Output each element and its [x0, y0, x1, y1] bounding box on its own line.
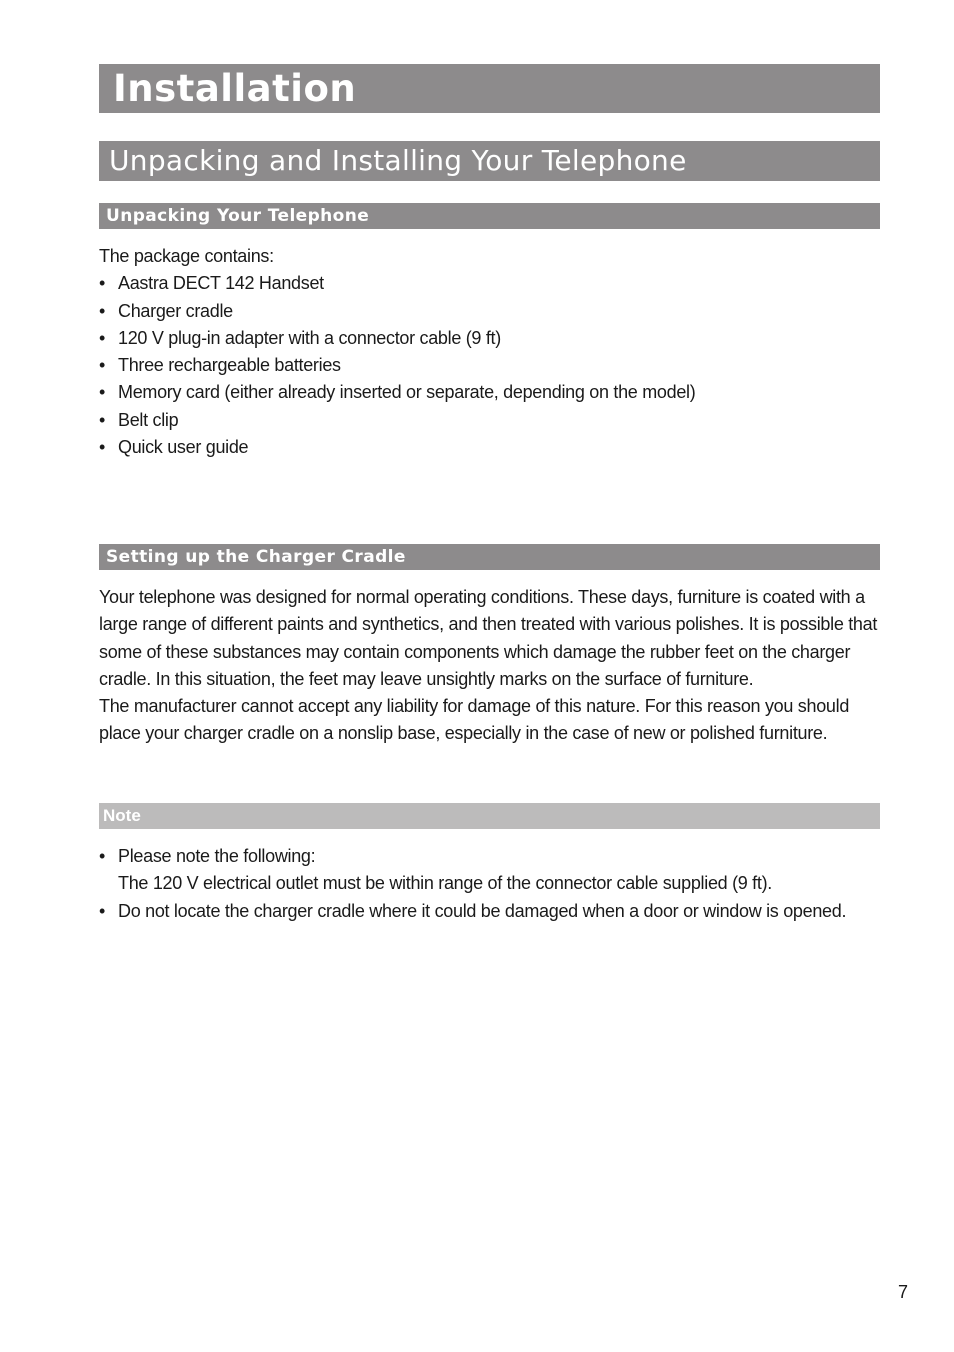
chapter-title: Installation — [113, 67, 357, 110]
note-line: Do not locate the charger cradle where it could be damaged when a door or window is opened. — [118, 900, 847, 921]
note-header — [99, 803, 880, 829]
unpacking-header — [99, 203, 880, 229]
charger-title: Setting up the Charger Cradle — [106, 547, 406, 567]
bullet-icon: • — [99, 846, 106, 866]
package-intro: The package contains: — [99, 246, 274, 266]
package-contents-list — [99, 270, 889, 461]
unpacking-content — [99, 243, 889, 461]
bullet-icon: • — [99, 327, 106, 348]
charger-paragraph-2: The manufacturer cannot accept any liability for damage of this nature. For this reason you should place your charger cradle on a nonslip base, especially in the case of new or polished furniture. — [99, 696, 850, 744]
note-line: The 120 V electrical outlet must be within range of the connector cable supplied (9 ft). — [118, 873, 772, 894]
list-item — [99, 898, 889, 925]
bullet-icon: • — [99, 300, 106, 321]
note-title: Note — [103, 806, 141, 825]
unpacking-title: Unpacking Your Telephone — [106, 206, 370, 226]
section-title: Unpacking and Installing Your Telephone — [109, 144, 687, 177]
bullet-icon: • — [99, 900, 106, 921]
charger-header — [99, 544, 880, 570]
list-item — [99, 843, 889, 898]
section-header — [99, 141, 880, 181]
bullet-icon: • — [99, 355, 106, 376]
list-item: • 120 V plug-in adapter with a connector cable (9 ft) — [99, 325, 889, 352]
charger-paragraph-1: Your telephone was designed for normal operating conditions. These days, furniture is coated with a large range of different paints and synthetics, and then treated with various polishes. It is possible that some of these substances may contain components which damage the rubber feet on the charger cradle. In this situation, the feet may leave unsightly marks on the surface of furniture. — [99, 587, 878, 689]
list-item: • Belt clip — [99, 407, 889, 434]
bullet-icon: • — [99, 437, 106, 458]
note-line: Please note the following: — [118, 846, 316, 866]
list-item: • Quick user guide — [99, 434, 889, 461]
bullet-icon: • — [99, 409, 106, 430]
charger-content — [99, 584, 889, 748]
page-number: 7 — [897, 1282, 908, 1302]
bullet-icon: • — [99, 382, 106, 403]
chapter-header — [99, 64, 880, 113]
bullet-icon: • — [99, 273, 106, 294]
note-list — [99, 843, 889, 925]
list-item: • Charger cradle — [99, 298, 889, 325]
list-item: • Memory card (either already inserted or separate, depending on the model) — [99, 379, 889, 406]
list-item: • Three rechargeable batteries — [99, 352, 889, 379]
note-content — [99, 843, 889, 925]
list-item: • Aastra DECT 142 Handset — [99, 270, 889, 297]
